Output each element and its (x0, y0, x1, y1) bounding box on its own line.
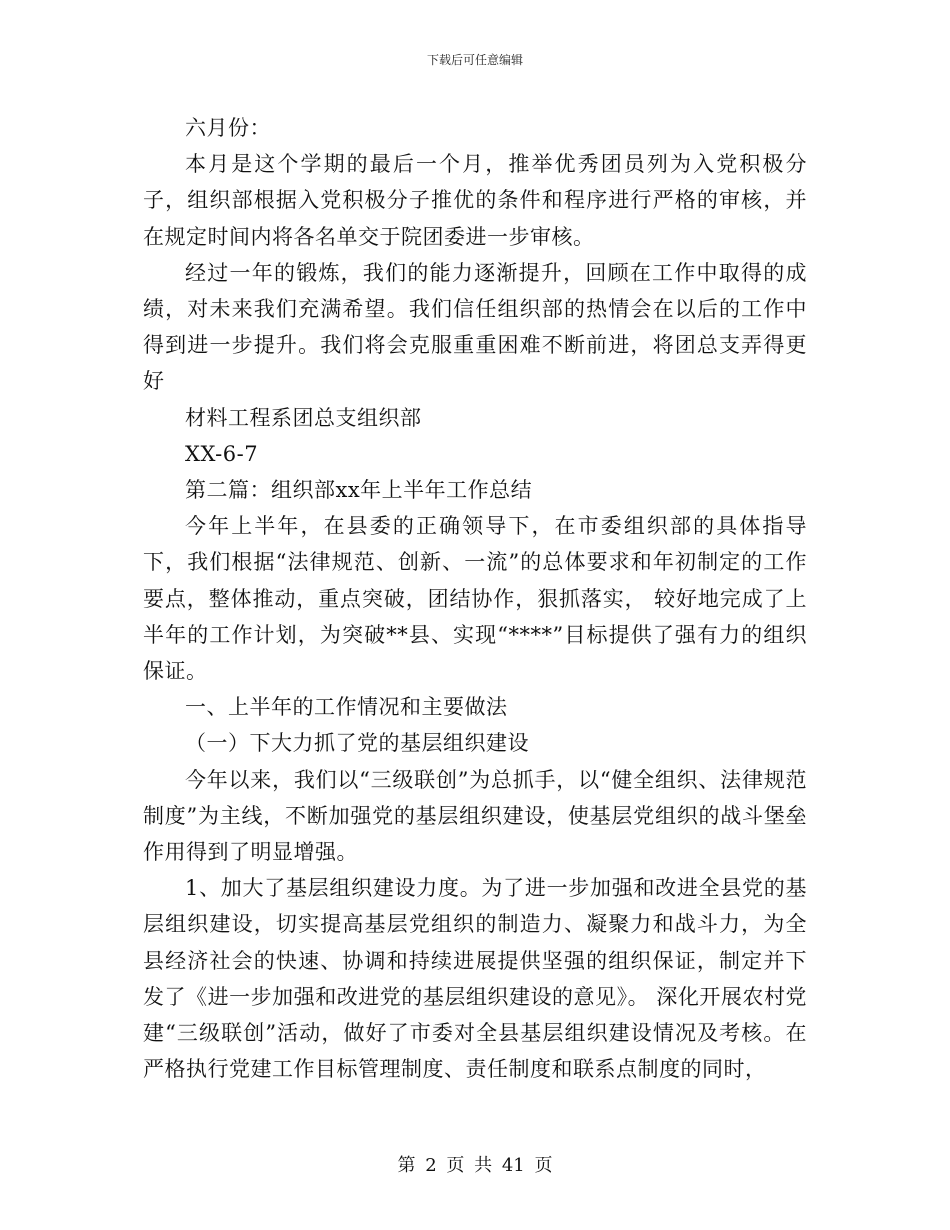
paragraph-year-summary: 经过一年的锻炼，我们的能力逐渐提升，回顾在工作中取得的成绩，对未来我们充满希望。我们信任组织部的热情会在以后的工作中得到进一步提升。我们将会克服重重困难不断前进，将团总支弄得更好 (143, 260, 807, 394)
paragraph-three-level: 今年以来，我们以“三级联创”为总抓手，以“健全组织、法律规范制度”为主线，不断加强党的基层组织建设，使基层党组织的战斗堡垒作用得到了明显增强。 (143, 767, 807, 865)
paragraph-month-heading: 六月份： (185, 116, 271, 140)
document-body (143, 110, 807, 1087)
signature-department: 材料工程系团总支组织部 (185, 405, 422, 430)
paragraph-half-year-intro: 今年上半年，在县委的正确领导下，在市委组织部的具体指导下，我们根据“法律规范、创新、一流”的总体要求和年初制定的工作要点，整体推动，重点突破，团结协作，狠抓落实， 较好地完成了上半年的工作计划，为突破**县、实现“****”目标提供了强有力的组织保证。 (143, 514, 807, 684)
section-title-part-two: 第二篇：组织部xx年上半年工作总结 (185, 478, 533, 503)
signature-date: XX-6-7 (185, 441, 259, 466)
heading-grassroots-building: （一）下大力抓了党的基层组织建设 (185, 731, 529, 756)
page-number-footer: 第 2 页 共 41 页 (397, 1155, 553, 1176)
paragraph-june-review: 本月是这个学期的最后一个月，推举优秀团员列为入党积极分子，组织部根据入党积极分子推优的条件和程序进行严格的审核，并在规定时间内将各名单交于院团委进一步审核。 (143, 152, 807, 249)
paragraph-strengthen-building: 1、加大了基层组织建设力度。为了进一步加强和改进全县党的基层组织建设，切实提高基层党组织的制造力、凝聚力和战斗力，为全县经济社会的快速、协调和持续进展提供坚强的组织保证，制定并下发了《进一步加强和改进党的基层组织建设的意见》。 深化开展农村党建“三级联创”活动，做好了市委对全县基层组织建设情况及考核。在严格执行党建工作目标管理制度、责任制度和联系点制度的同时， (143, 876, 807, 1082)
heading-work-status: 一、上半年的工作情况和主要做法 (185, 695, 508, 720)
page-header-note: 下载后可任意编辑 (426, 53, 523, 67)
